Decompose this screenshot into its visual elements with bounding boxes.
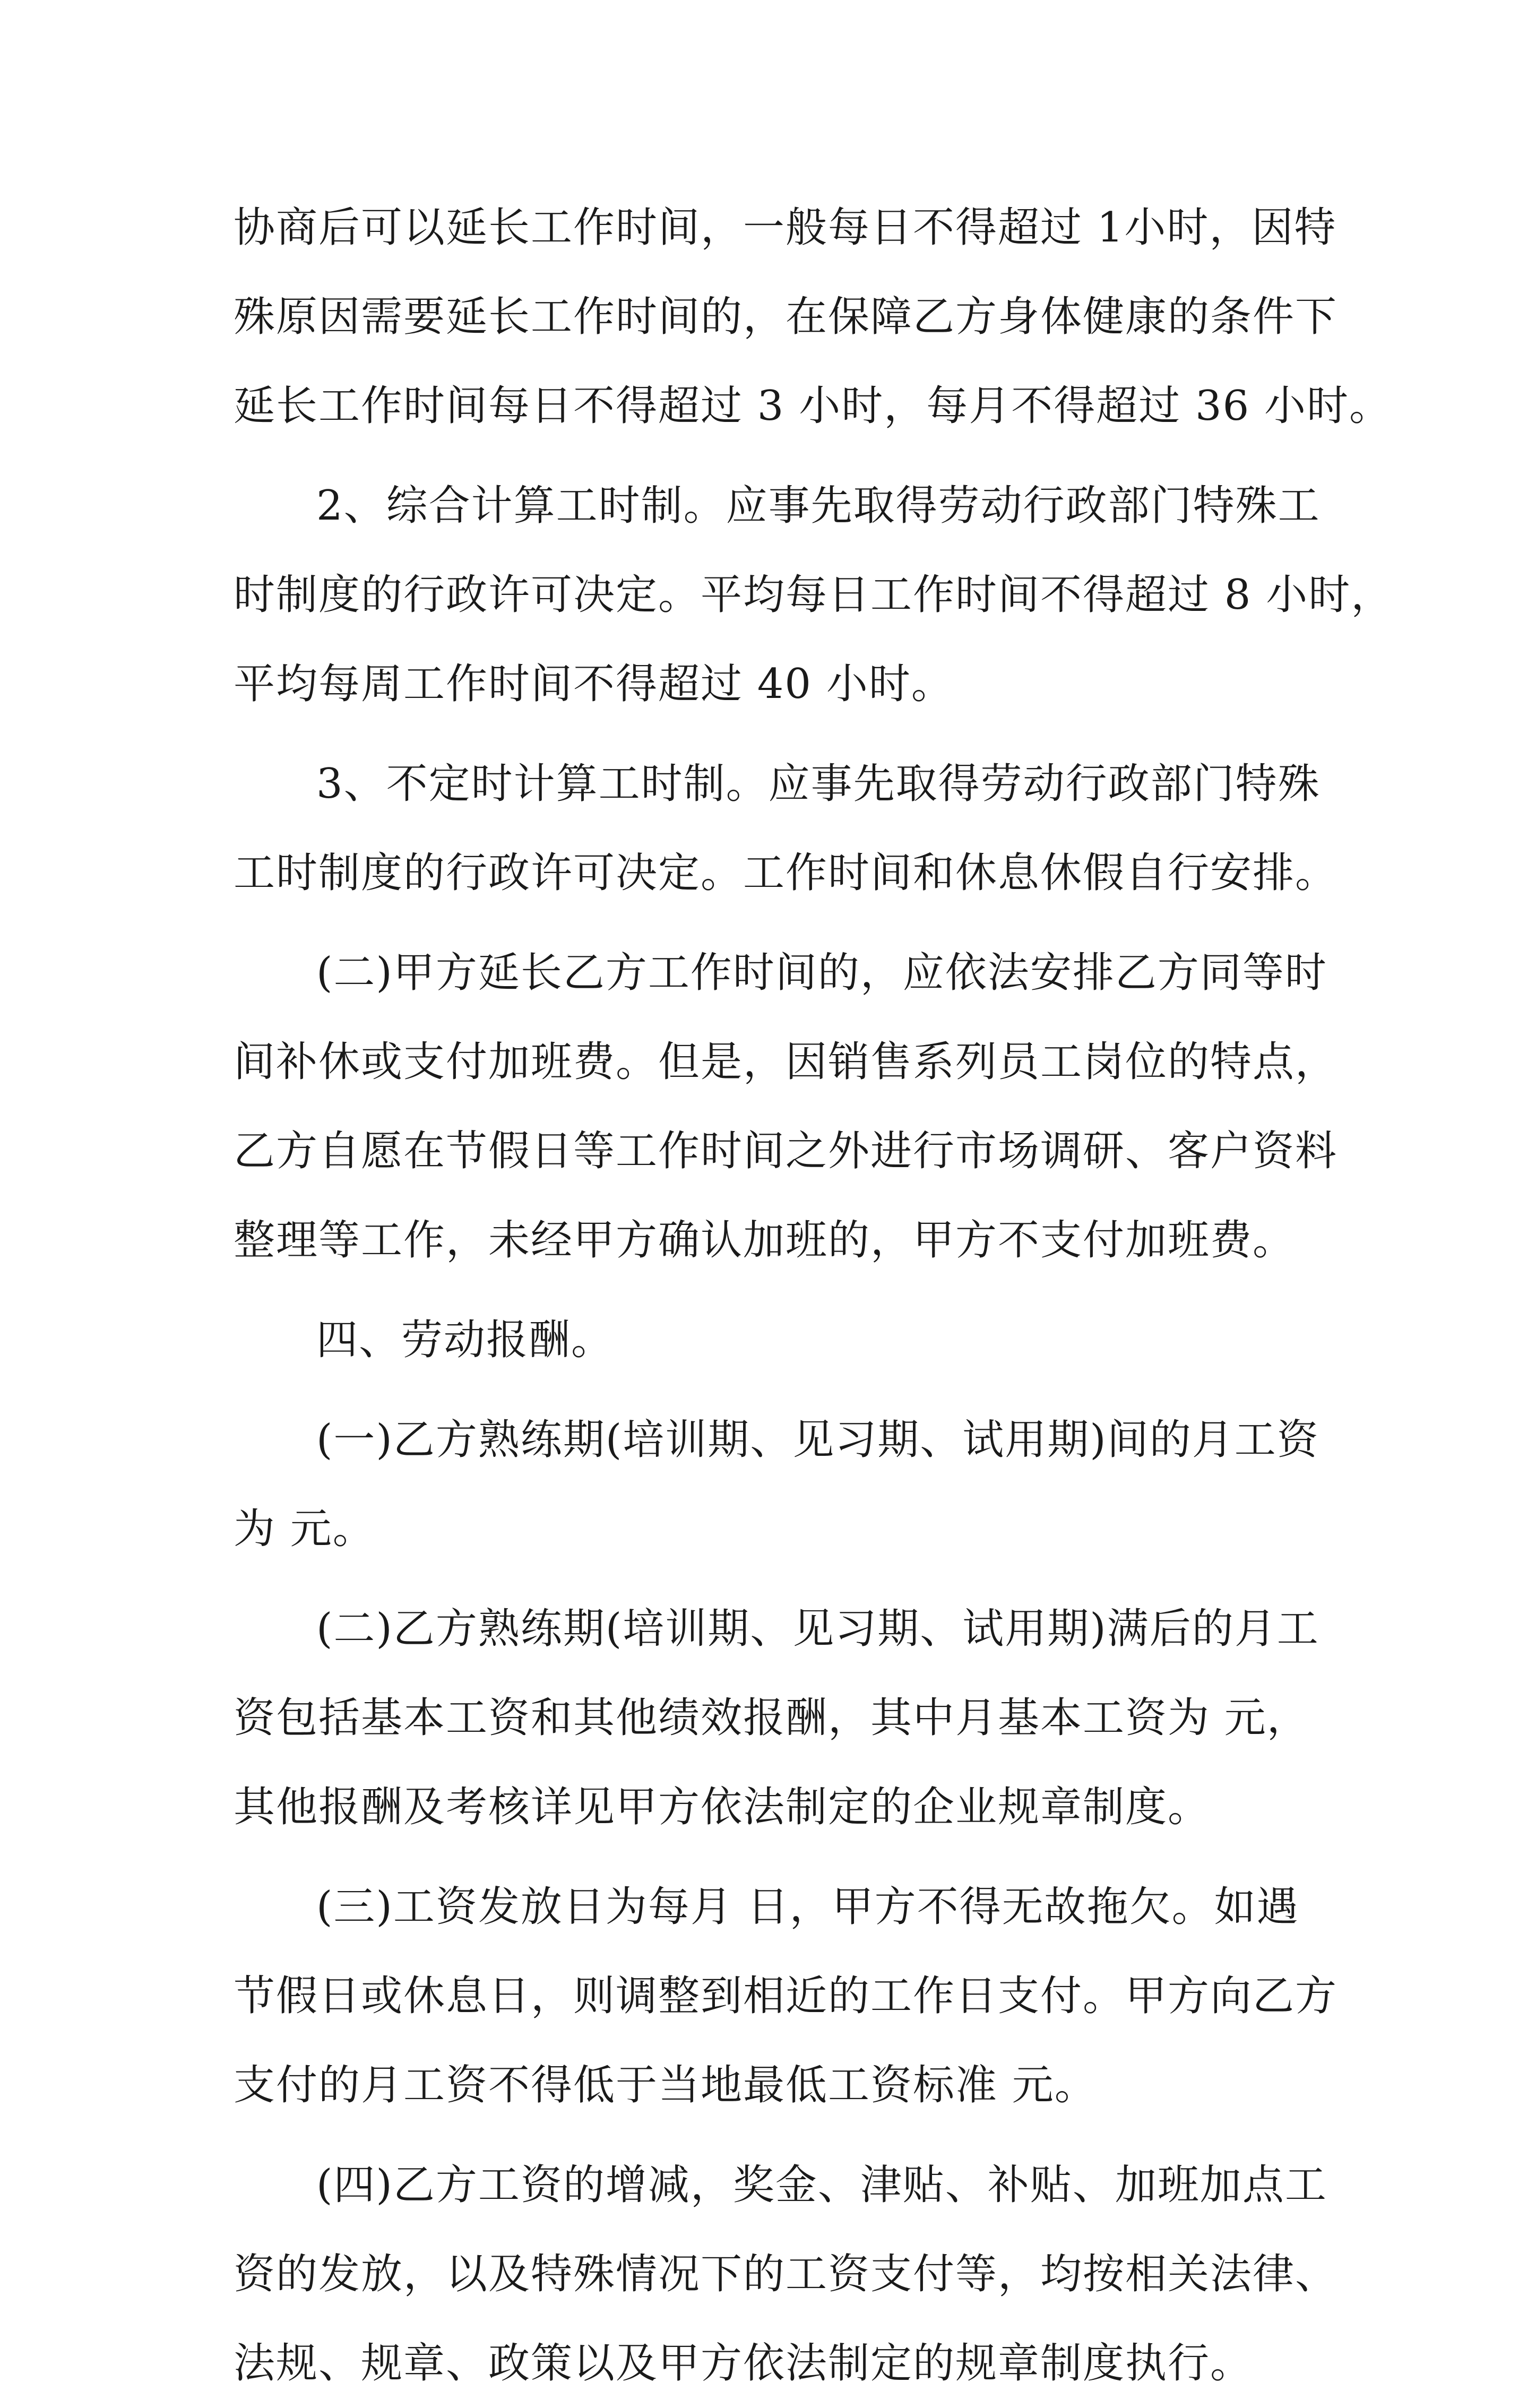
text-line: (三)工资发放日为每月 日，甲方不得无故拖欠。如遇 <box>316 1883 1299 1931</box>
paragraph-gap <box>234 1285 1300 1296</box>
text-line: 殊原因需要延长工作时间的，在保障乙方身体健康的条件下 <box>234 293 1338 341</box>
paragraph-gap <box>234 1852 1300 1862</box>
text-line: 2、综合计算工时制。应事先取得劳动行政部门特殊工 <box>316 482 1321 530</box>
text-line: (一)乙方熟练期(培训期、见习期、试用期)间的月工资 <box>316 1416 1319 1464</box>
text-line: 乙方自愿在节假日等工作时间之外进行市场调研、客户资料 <box>234 1127 1338 1175</box>
text-line: 协商后可以延长工作时间，一般每日不得超过 1小时，因特 <box>234 204 1337 252</box>
text-line: 工时制度的行政许可决定。工作时间和休息休假自行安排。 <box>234 849 1338 897</box>
document-body <box>234 183 1394 2408</box>
text-line: 四、劳动报酬。 <box>316 1316 614 1364</box>
text-line: 支付的月工资不得低于当地最低工资标准 元。 <box>234 2061 1097 2109</box>
text-line: (二)甲方延长乙方工作时间的，应依法安排乙方同等时 <box>316 949 1327 997</box>
text-line: 资包括基本工资和其他绩效报酬，其中月基本工资为 元， <box>234 1694 1309 1742</box>
text-line: 法规、规章、政策以及甲方依法制定的规章制度执行。 <box>234 2340 1253 2387</box>
text-line: 其他报酬及考核详见甲方依法制定的企业规章制度。 <box>234 1783 1211 1831</box>
paragraph-gap <box>234 1574 1300 1584</box>
paragraph-gap <box>234 451 1300 461</box>
text-line: 节假日或休息日，则调整到相近的工作日支付。甲方向乙方 <box>234 1972 1338 2020</box>
text-line: 间补休或支付加班费。但是，因销售系列员工岗位的特点， <box>234 1038 1338 1086</box>
paragraph-gap <box>234 729 1300 739</box>
paragraph-gap <box>234 1385 1300 1395</box>
text-line: 3、不定时计算工时制。应事先取得劳动行政部门特殊 <box>316 760 1321 808</box>
text-line: 整理等工作，未经甲方确认加班的，甲方不支付加班费。 <box>234 1216 1296 1264</box>
text-line: (二)乙方熟练期(培训期、见习期、试用期)满后的月工 <box>316 1605 1319 1653</box>
text-line: 资的发放，以及特殊情况下的工资支付等，均按相关法律、 <box>234 2250 1338 2298</box>
text-line: 平均每周工作时间不得超过 40 小时。 <box>234 660 954 708</box>
paragraph-gap <box>234 918 1300 928</box>
text-line: (四)乙方工资的增减，奖金、津贴、补贴、加班加点工 <box>316 2161 1327 2209</box>
paragraph-gap <box>234 2130 1300 2141</box>
text-line: 为 元。 <box>234 1505 375 1553</box>
text-line: 延长工作时间每日不得超过 3 小时，每月不得超过 36 小时。 <box>234 382 1392 430</box>
text-line: 时制度的行政许可决定。平均每日工作时间不得超过 8 小时， <box>234 571 1394 619</box>
